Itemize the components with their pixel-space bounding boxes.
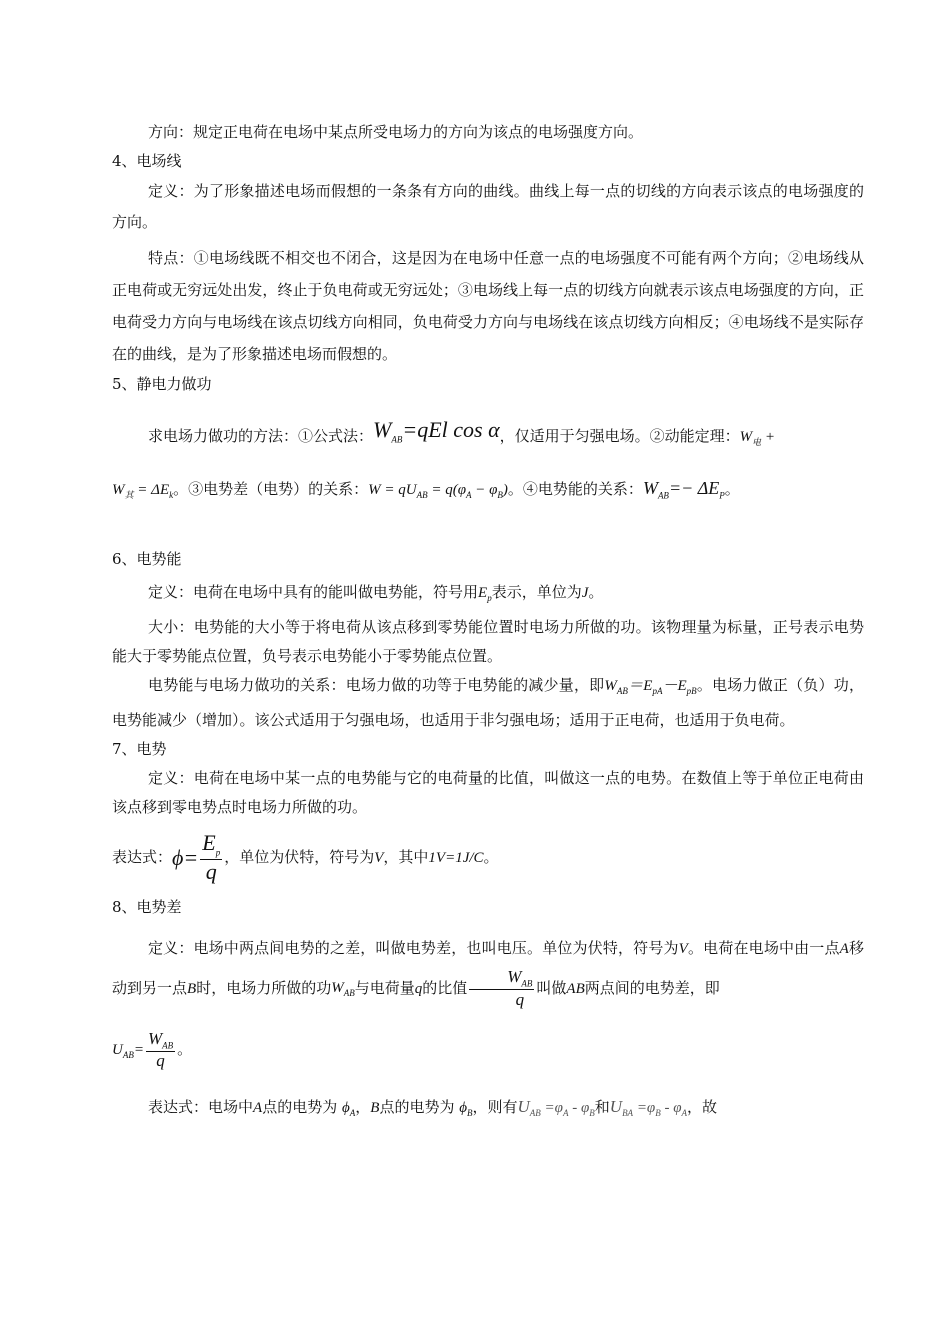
section-5-methods: 求电场力做功的方法：①公式法：$W_{AB}=qEl$ cos α，仅适用于匀强电场。②动能定理：$W_电$ + $W_其 = \Delta E_k$。③电势差（电势）的关系：$W = qU_{AB} = q(\varphi_A - \varphi_B)$。④电势能的关系：$W_{AB}=- \Delta E_P$。 bbox=[112, 417, 776, 501]
section-4-features: 特点：①电场线既不相交也不闭合，这是因为在电场中任意一点的电场强度不可能有两个方向；②电场线从正电荷或无穷远处出发，终止于负电荷或无穷远处；③电场线上每一点的切线方向就表示该点电场强度的方向，正电荷受力方向与电场线在该点切线方向相同，负电荷受力方向与电场线在该点切线方向相反；④电场线不是实际存在的曲线，是为了形象描述电场而假想的。 bbox=[112, 249, 864, 363]
section-8-title: 8、电势差 bbox=[112, 897, 182, 916]
work-charge-fraction: $\frac{W_{AB}}{q}$ bbox=[469, 967, 534, 1011]
work-formula: $W_{AB}=qEl$ cos α bbox=[373, 417, 500, 445]
section-6-definition: 定义：电荷在电场中具有的能叫做电势能，符号用$E_p$表示，单位为J。 bbox=[148, 582, 604, 603]
section-6-title: 6、电势能 bbox=[112, 549, 182, 568]
section-4-title: 4、电场线 bbox=[112, 152, 182, 170]
section-4-definition: 定义：为了形象描述电场而假想的一条条有方向的曲线。曲线上每一点的切线的方向表示该点的电场强度的方向。 bbox=[112, 182, 864, 231]
voltage-fraction: $\frac{W_{AB}}{q}$ bbox=[147, 1028, 174, 1071]
direction-paragraph: 方向：规定正电荷在电场中某点所受电场力的方向为该点的电场强度方向。 bbox=[148, 123, 644, 141]
document-page bbox=[112, 118, 864, 1133]
section-6-magnitude: 大小：电势能的大小等于将电荷从该点移到零势能位置时电场力所做的功。该物理量为标量，正号表示电势能大于零势能点位置，负号表示电势能小于零势能点位置。 bbox=[112, 617, 864, 665]
section-7-definition: 定义：电荷在电场中某一点的电势能与它的电荷量的比值，叫做这一点的电势。在数值上等于单位正电荷由该点移到零电势点时电场力所做的功。 bbox=[112, 768, 864, 816]
section-8-voltage-formula: $U_{AB}=$ $\frac{W_{AB}}{q}$ 。 bbox=[112, 1028, 193, 1071]
section-7-title: 7、电势 bbox=[112, 739, 167, 758]
section-7-expression: 表达式：ϕ= $\frac{E_p}{q}$ ，单位为伏特，符号为V，其中1V=1J/C。 bbox=[112, 830, 499, 884]
section-6-relation: 电势能与电场力做功的关系：电场力做的功等于电势能的减少量，即$W_{AB}=E_{pA}-E_{pB}$。电场力做正（负）功，电势能减少（增加）。该公式适用于匀强电场，也适用于非匀强电场；适用于正电荷，也适用于负电荷。 bbox=[112, 675, 864, 729]
potential-difference-formula: $W = qU_{AB} = q(\varphi_A - \varphi_B)$ bbox=[368, 482, 508, 500]
section-8-definition: 定义：电场中两点间电势的之差，叫做电势差，也叫电压。单位为伏特，符号为V。电荷在电场中由一点A移动到另一点B时，电场力所做的功$W_{AB}$与电荷量q的比值 $\frac{W_{AB}}{q}$ 叫做AB两点间的电势差，即 bbox=[112, 938, 864, 1009]
section-8-expression: 表达式：电场中A点的电势为 $\phi_A$，B点的电势为 $\phi_B$，则有$U_{AB} =\varphi_A - \varphi_B$和$U_{BA} =\varphi_B - \varphi_A$，故 bbox=[148, 1097, 718, 1119]
section-5-title: 5、静电力做功 bbox=[112, 375, 212, 393]
potential-fraction: $\frac{E_p}{q}$ bbox=[202, 830, 221, 884]
